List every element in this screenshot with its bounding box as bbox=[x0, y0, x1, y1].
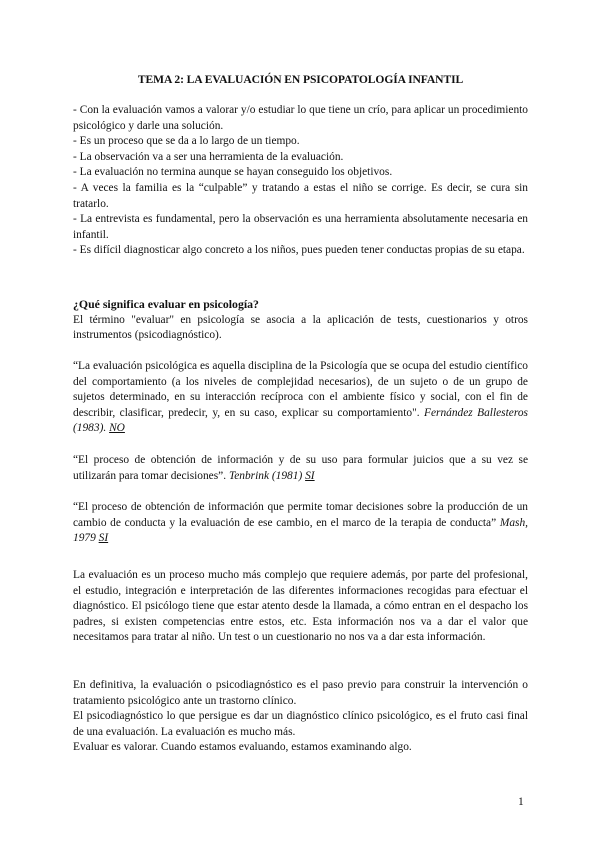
quote-text: “El proceso de obtención de información que permite tomar decisiones sobre la producción de un cambio de conducta y la evaluación de ese cambio, en el marco de la terapia de conducta” bbox=[73, 501, 528, 529]
quote-mark: SI bbox=[305, 469, 315, 482]
quote-mark: SI bbox=[98, 532, 109, 545]
quote-block bbox=[73, 453, 528, 484]
conclusion-line: Evaluar es valorar. Cuando estamos evaluando, estamos examinando algo. bbox=[73, 741, 412, 754]
conclusion-line: El psicodiagnóstico lo que persigue es dar un diagnóstico clínico psicológico, es el fruto casi final de una evaluación. La evaluación es mucho más. bbox=[73, 710, 528, 738]
quote-block bbox=[73, 359, 528, 437]
quote-mark: NO bbox=[109, 422, 125, 435]
section-heading: ¿Qué significa evaluar en psicología? bbox=[73, 297, 259, 311]
page-title: TEMA 2: LA EVALUACIÓN EN PSICOPATOLOGÍA INFANTIL bbox=[137, 73, 464, 86]
page-number: 1 bbox=[518, 796, 524, 808]
quote-author: Fernández Ballesteros (1983). bbox=[73, 406, 528, 435]
quote-text: “La evaluación psicológica es aquella disciplina de la Psicología que se ocupa del estudio científico del comportamiento (a los niveles de complejidad necesarios), de un sujeto o de un grupo de sujetos determinado, en su interacción recíproca con el ambiente físico y social, con el fin de describir, clasificar, predecir, y, en su caso, explicar su comportamiento". bbox=[73, 360, 528, 419]
intro-paragraph: El término "evaluar" en psicología se asocia a la aplicación de tests, cuestionarios y otros instrumentos (psicodiagnóstico). bbox=[73, 313, 528, 342]
bullet-item: - A veces la familia es la “culpable” y tratando a estas el niño se corrige. Es decir, se cura sin tratarlo. bbox=[73, 181, 528, 210]
quote-author: Mash, 1979 bbox=[73, 516, 528, 545]
bullet-list bbox=[73, 103, 528, 259]
conclusion-line: En definitiva, la evaluación o psicodiagnóstico es el paso previo para construir la intervención o tratamiento psicológico ante un trastorno clínico. bbox=[73, 679, 528, 707]
quote-author: Tenbrink (1981) bbox=[228, 469, 303, 482]
bullet-item: - La observación va a ser una herramienta de la evaluación. bbox=[73, 150, 344, 163]
conclusion bbox=[73, 678, 528, 756]
bullet-item: - Es difícil diagnosticar algo concreto a los niños, pues pueden tener conductas propias de su etapa. bbox=[73, 244, 525, 257]
bullet-item: - Con la evaluación vamos a valorar y/o estudiar lo que tiene un crío, para aplicar un procedimiento psicológico y darle una solución. bbox=[73, 104, 528, 132]
bullet-item: - La evaluación no termina aunque se hayan conseguido los objetivos. bbox=[73, 166, 393, 179]
paragraph: La evaluación es un proceso mucho más complejo que requiere además, por parte del profesional, el estudio, integración e interpretación de las diferentes informaciones recogidas para efectuar el diagnóstico. El psicólogo tiene que estar atento desde la llamada, a cómo entran en el despacho los padres, si existen competencias entre estos, etc. Esta información nos va a dar el valor que necesitamos para tratar al niño. Un test o un cuestionario no nos va a dar esta información. bbox=[73, 569, 528, 644]
bullet-item: - Es un proceso que se da a lo largo de un tiempo. bbox=[73, 135, 300, 148]
section bbox=[73, 297, 528, 344]
quote-block bbox=[73, 500, 528, 547]
quote-text: “El proceso de obtención de información y de su uso para formular juicios que a su vez se utilizarán para tomar decisiones”. bbox=[73, 454, 528, 482]
bullet-item: - La entrevista es fundamental, pero la observación es una herramienta absolutamente necesaria en infantil. bbox=[73, 213, 528, 241]
